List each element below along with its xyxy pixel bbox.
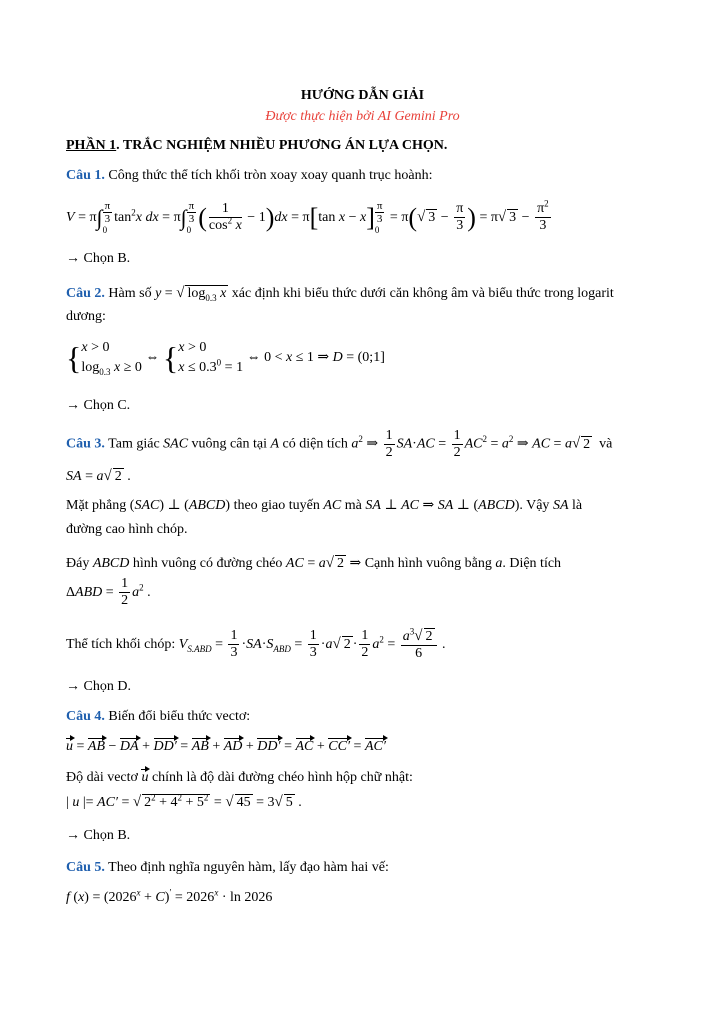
page-subtitle: Được thực hiện bởi AI Gemini Pro: [265, 109, 460, 124]
q3-area: ΔABD = $\frac{1}{2}$ $a^2$ .: [66, 576, 151, 609]
q3-answer: → Chọn D.: [66, 679, 131, 694]
q3-text-4: và: [599, 436, 613, 452]
q5-intro: [66, 858, 665, 878]
q1-formula: V = π∫ $\frac{\pi}{3}$ $0\tan^2x$ dx = π∫ $\frac{\pi}{3}$ 0 ( $\frac{1}{\cos^2 x}$ − 1)dx = π[tan x − x] $\frac{\pi}{3}$ 0 = π(√ 3 − $\frac{\pi}{3}$ ) = π√ 3 − $\frac{\pi^2}{3}$: [66, 198, 549, 235]
q2-intro: Câu 2. Hàm số y = √ $\log_{0.3} x$ xác định khi biểu thức dưới căn không âm và biểu thức trong logarit: [66, 285, 614, 303]
q1-answer: → Chọn B.: [66, 251, 131, 266]
q2-text-b: xác định khi biểu thức dưới căn không âm và biểu thức trong logarit: [231, 286, 614, 301]
q3-p2-a: Mặt phẳng: [66, 498, 127, 513]
q3-volume: Thể tích khối chóp: $V_{S.ABD}$ = $\frac{1}{3}$ $\cdot SA\cdot S_{ABD}$ = $\frac{1}{3}$ ·a√ 2 · $\frac{1}{2}$ $a^2$ = $\frac{a^3√ 2}{6}$ .: [66, 626, 446, 661]
q3-p2-e: là: [572, 498, 583, 513]
q3-p2-c: mà: [344, 498, 362, 513]
q4-text: Biến đổi biểu thức vectơ:: [108, 709, 251, 724]
q3-p2-d: . Vậy: [519, 498, 550, 513]
q4-length: | u |= AC′ = √ $2^2 + 4^2 + 5^2$ = √ 45 = 3√ 5 .: [66, 792, 302, 810]
q3-text-1: Tam giác: [108, 436, 160, 452]
q4-label: Câu 4.: [66, 709, 105, 724]
q2-text-c: dương:: [66, 309, 106, 324]
q1-intro: [66, 166, 665, 186]
q1-label: Câu 1.: [66, 168, 105, 183]
q5-label: Câu 5.: [66, 860, 105, 875]
q4-l2-a: Độ dài vectơ: [66, 770, 138, 785]
q1-text: Công thức thể tích khối tròn xoay xoay quanh trục hoành:: [108, 168, 433, 183]
q3-p4: Thể tích khối chóp:: [66, 637, 176, 652]
q5-formula: f $(x) = (2026^x + C)' = 2026^x \cdot \ln 2026$: [66, 887, 273, 905]
q3-p3-c: Cạnh hình vuông bằng: [364, 556, 492, 571]
q4-intro: [66, 707, 665, 727]
q3-text-3: có diện tích: [282, 436, 348, 452]
q3-text-2: vuông cân tại: [191, 436, 267, 452]
q3-line2: SA = a√ 2 .: [66, 468, 131, 484]
q3-para2: Mặt phẳng (SAC) ⊥ (ABCD) theo giao tuyến AC mà SA ⊥ AC ⇒ SA ⊥ (ABCD). Vậy SA là: [66, 498, 583, 513]
q3-p2-b: theo giao tuyến: [233, 498, 320, 513]
q2-system: {x > 0 $\log_{0.3} x \ge 0$ ⇔ {x > 0 $x \le 0.3^0 = 1$ ⇔ 0 < x ≤ 1 ⇒ D = (0;1]: [66, 339, 385, 377]
page-title: HƯỚNG DẪN GIẢI: [300, 88, 425, 103]
q3-para3: Đáy ABCD hình vuông có đường chéo AC = a√ 2 ⇒ Cạnh hình vuông bằng a. Diện tích: [66, 555, 562, 571]
q3-p3-a: Đáy: [66, 556, 90, 571]
part-heading: [66, 136, 665, 156]
q4-vector-eq: u = AB − DA + DD′ = AB + AD + DD′ = AC + CC′ = AC′: [66, 739, 386, 754]
q4-answer: → Chọn B.: [66, 828, 131, 843]
q4-l2-b: chính là độ dài đường chéo hình hộp chữ nhật:: [151, 770, 413, 785]
q3-p3-d: . Diện tích: [502, 556, 562, 571]
part-title: . TRẮC NGHIỆM NHIỀU PHƯƠNG ÁN LỰA CHỌN.: [116, 138, 448, 153]
q5-text: Theo định nghĩa nguyên hàm, lấy đạo hàm hai vế:: [108, 860, 389, 875]
part-label: PHẦN 1: [66, 138, 117, 153]
q3-label: Câu 3.: [66, 436, 105, 452]
q4-line2: Độ dài vectơ u chính là độ dài đường chéo hình hộp chữ nhật:: [66, 770, 413, 785]
q3-line1: Câu 3. Tam giác SAC vuông cân tại A có diện tích $a^2$ ⇒ $\frac{1}{2}$ SA·AC = $\frac{1}{2}$ $AC^2 = a^2$ ⇒ AC = a√ 2 và: [66, 428, 613, 460]
q2-label: Câu 2.: [66, 286, 105, 301]
q2-text-a: Hàm số: [108, 286, 152, 301]
q2-answer: → Chọn C.: [66, 398, 131, 413]
q3-p3-b: hình vuông có đường chéo: [132, 556, 283, 571]
q3-p2-f: đường cao hình chóp.: [66, 522, 188, 537]
